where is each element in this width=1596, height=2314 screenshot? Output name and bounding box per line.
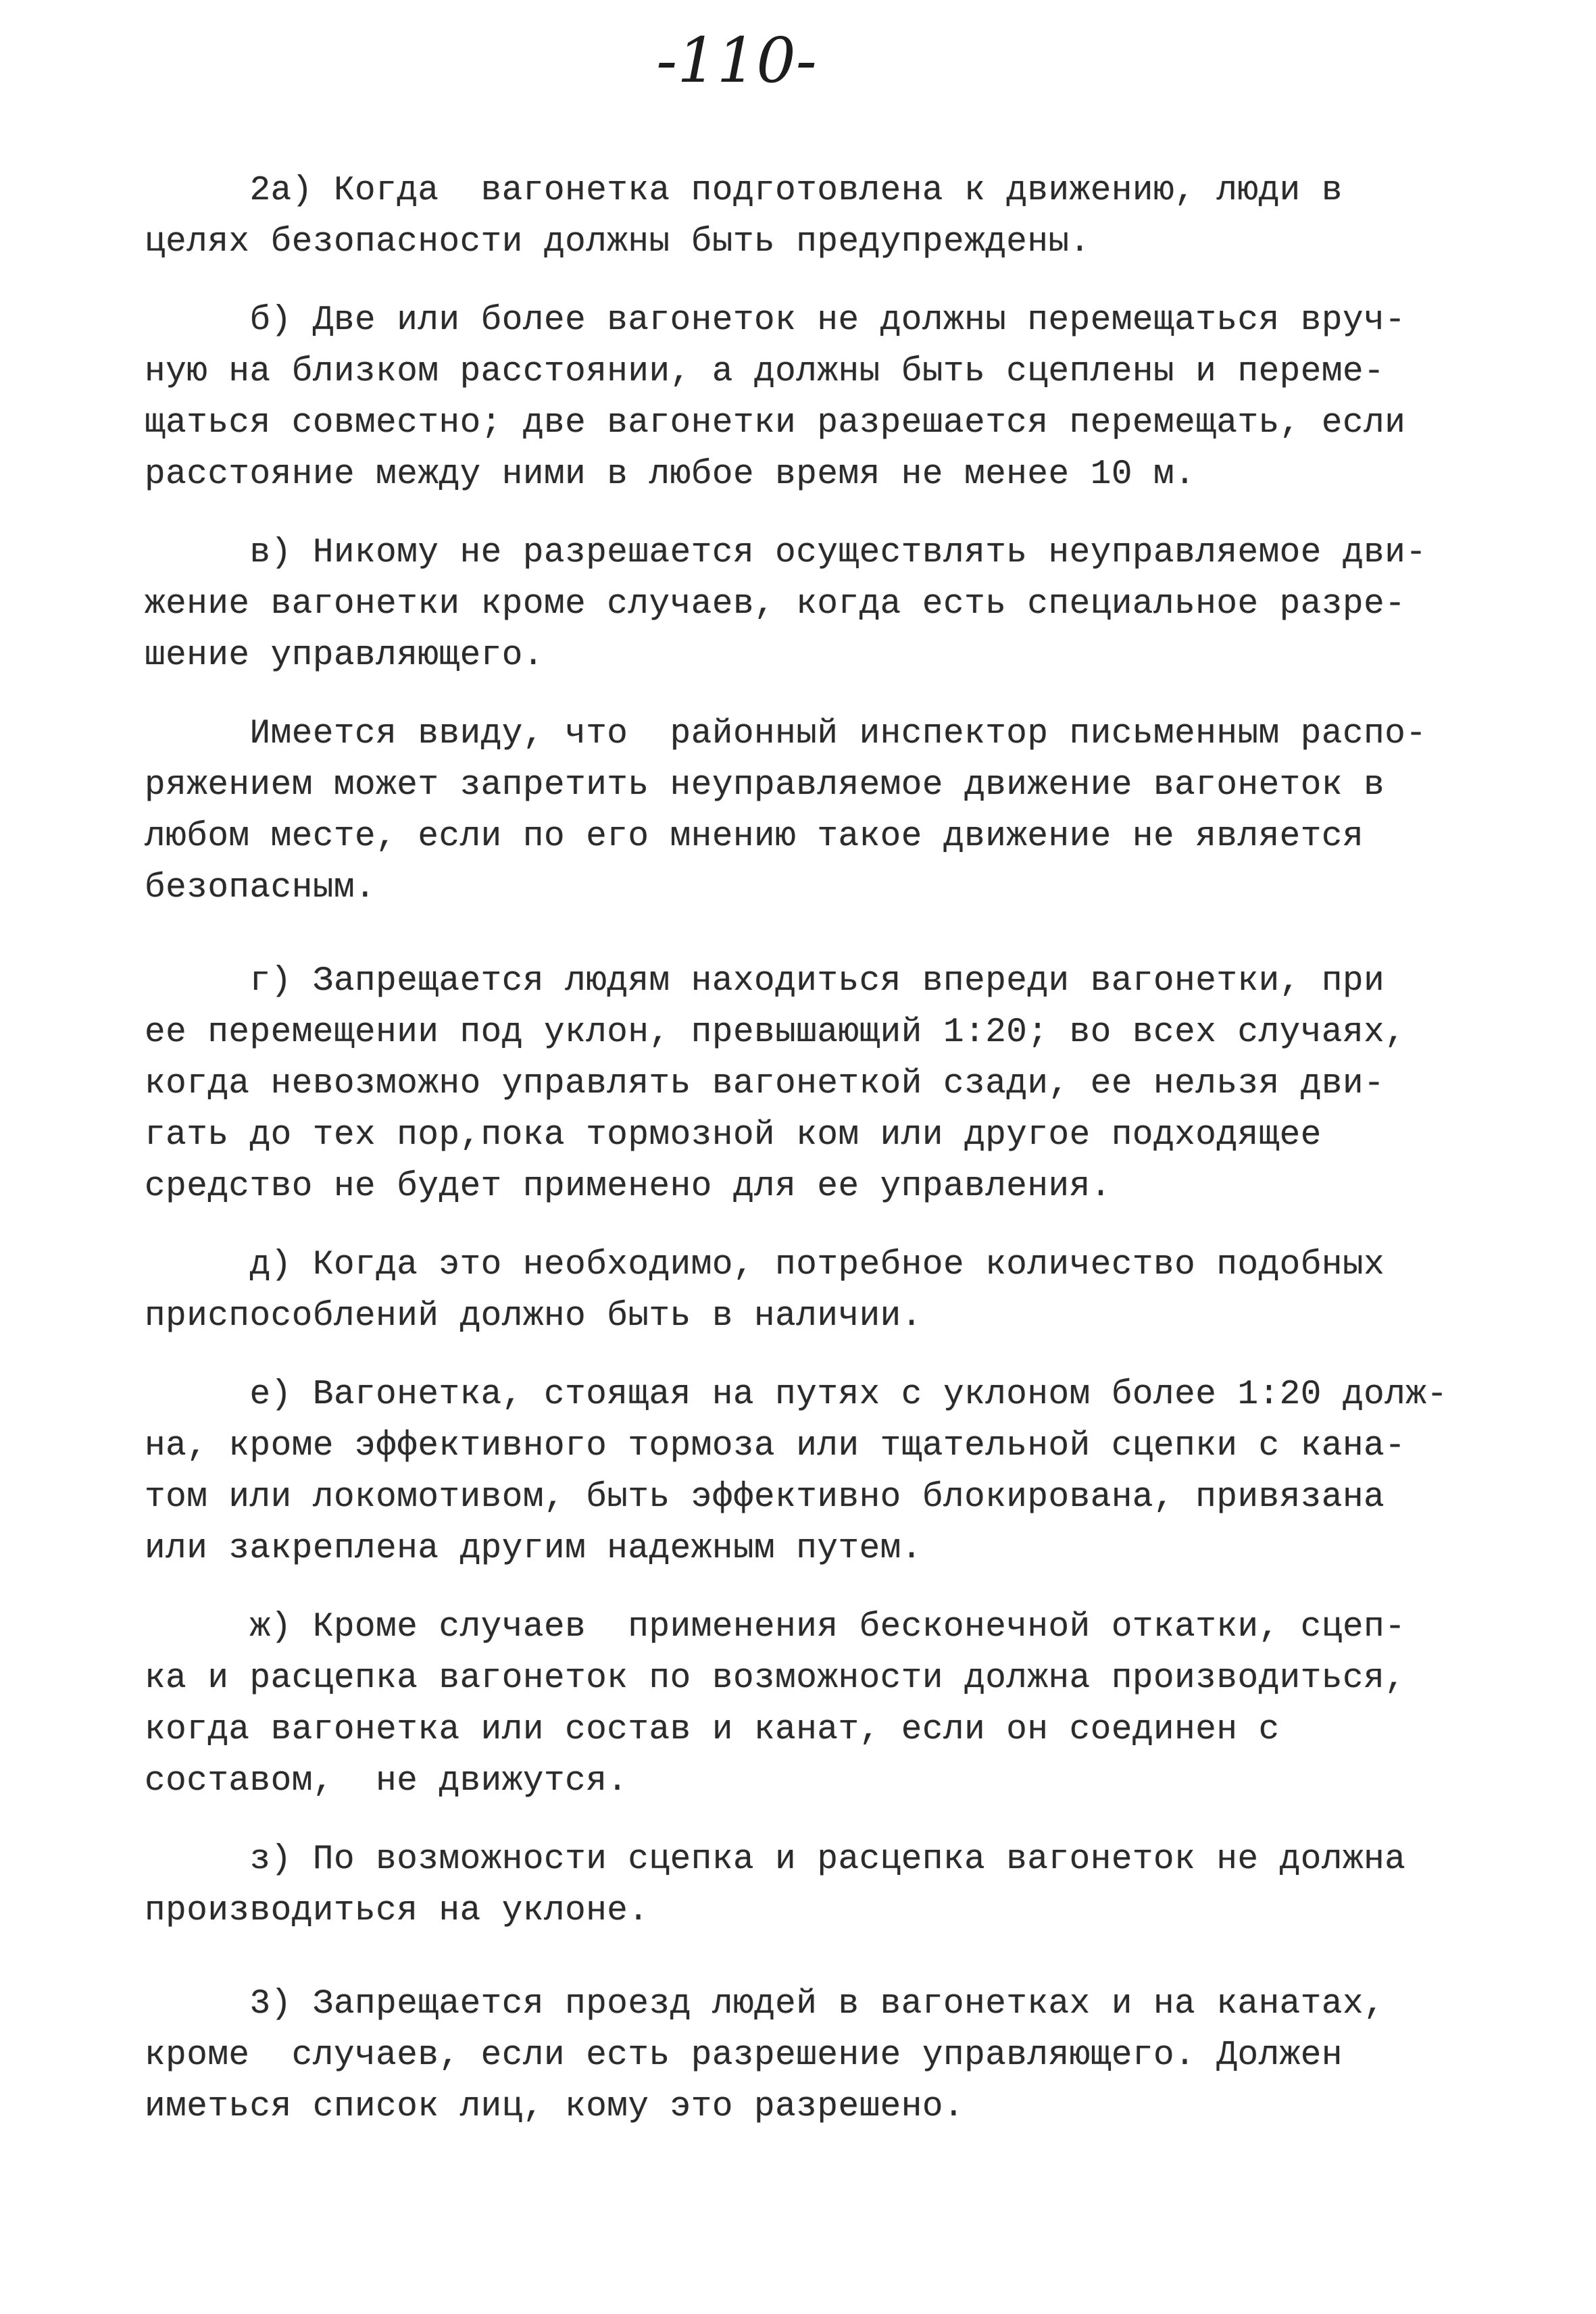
paragraph-3: 3) Запрещается проезд людей в вагонетках и на канатах, кроме случаев, если есть разрешение управляющего. Должен иметься список лиц, кому это разрешено. [145, 1985, 1385, 2126]
paragraph-note: Имеется ввиду, что районный инспектор письменным распо- ряжением может запретить неуправляемое движение вагонеток в любом месте, если по его мнению такое движение не является безопасным. [145, 715, 1427, 907]
paragraph-g: г) Запрещается людям находиться впереди вагонетки, при ее перемещении под уклон, превышающий 1:20; во всех случаях, когда невозможно управлять вагонеткой сзади, ее нельзя дви- гать до тех пор,пока тормозной ком или другое подходящее средство не будет применено для ее управления. [145, 962, 1406, 1206]
paragraph-zh: ж) Кроме случаев применения бесконечной откатки, сцеп- ка и расцепка вагонеток по возможности должна производиться, когда вагонетка или состав и канат, если он соединен с составом, не движутся. [145, 1608, 1406, 1801]
paragraph-z: з) По возможности сцепка и расцепка вагонеток не должна производиться на уклоне. [145, 1840, 1406, 1930]
paragraph-d: д) Когда это необходимо, потребное количество подобных приспособлений должно быть в наличии. [145, 1246, 1385, 1336]
document-body [145, 166, 1448, 2133]
paragraph-2a: 2а) Когда вагонетка подготовлена к движению, люди в целях безопасности должны быть предупреждены. [145, 172, 1343, 261]
paragraph-b: б) Две или более вагонеток не должны перемещаться вруч- ную на близком расстоянии, а должны быть сцеплены и переме- щаться совместно; две вагонетки разрешается перемещать, если расстояние между ними в любое время не менее 10 м. [145, 301, 1406, 494]
paragraph-e: е) Вагонетка, стоящая на путях с уклоном более 1:20 долж- на, кроме эффективного тормоза или тщательной сцепки с кана- том или локомотивом, быть эффективно блокирована, привязана или закреплена другим надежным путем. [145, 1376, 1448, 1568]
page-number: -110- [656, 24, 817, 97]
paragraph-v: в) Никому не разрешается осуществлять неуправляемое дви- жение вагонетки кроме случаев, когда есть специальное разре- шение управляющего. [145, 534, 1427, 675]
